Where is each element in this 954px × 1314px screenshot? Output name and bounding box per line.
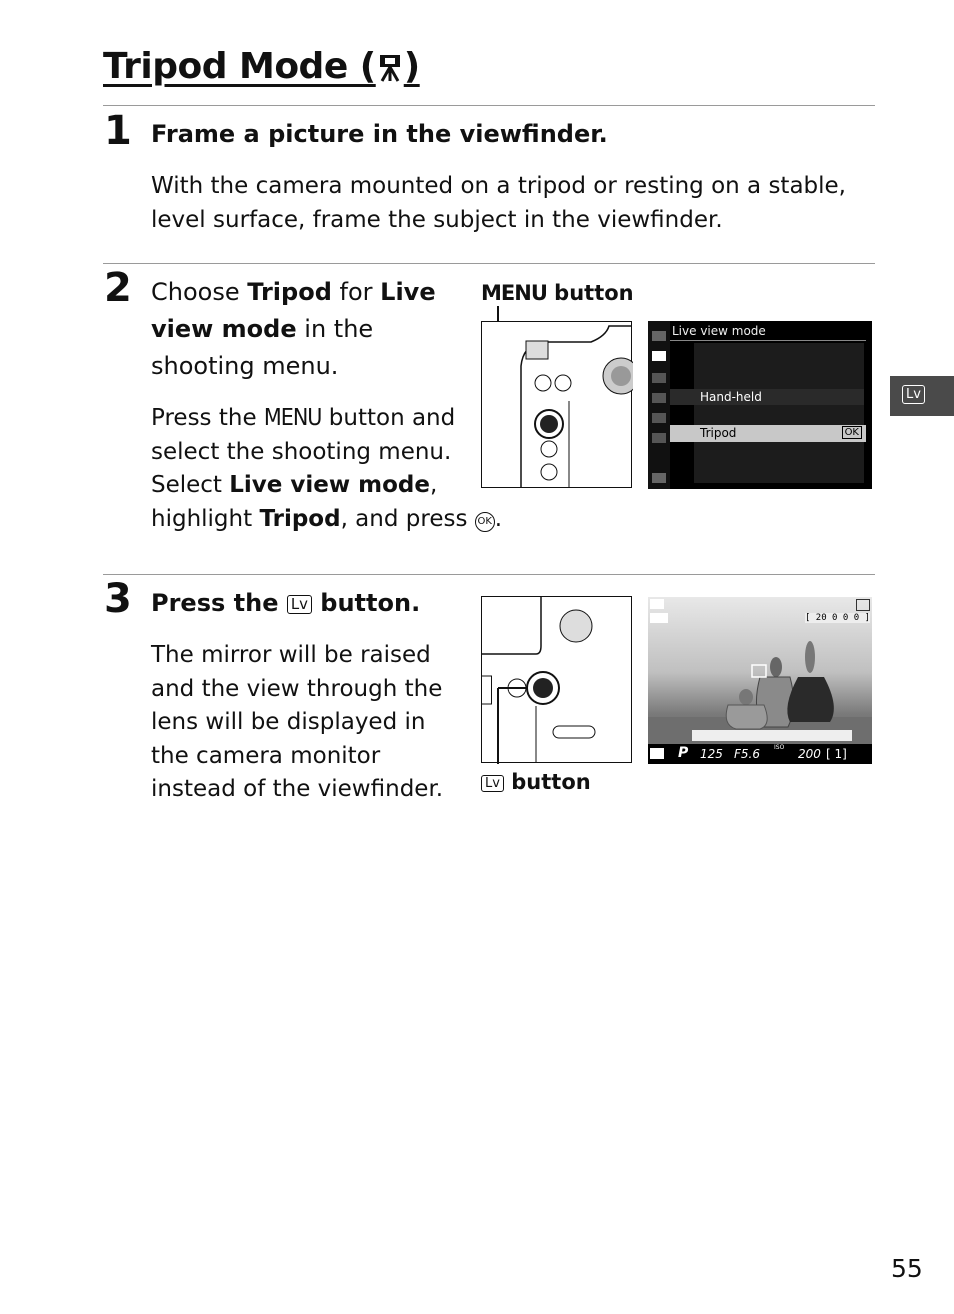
divider (103, 574, 875, 575)
step-2-heading: Choose Tripod for Live view mode in the shooting menu. (151, 278, 436, 380)
iso-label: ISO (774, 744, 785, 751)
menu-item-label: Tripod (700, 426, 737, 440)
remaining-exposures: [ 1] (826, 747, 847, 761)
retouch-menu-icon (652, 413, 666, 423)
camera-lv-button-illustration (481, 596, 633, 764)
image-area-icon (856, 599, 870, 611)
ok-badge: OK (842, 426, 862, 439)
help-icon (652, 473, 666, 483)
my-menu-icon (652, 433, 666, 443)
step-1-heading: Frame a picture in the viewfinder. (151, 120, 608, 148)
step-2-body: Press the MENU button and select the shooting menu. Select Live view mode, highlight Tripod, and press OK . (151, 405, 503, 532)
menu-button-callout: MENU button (481, 281, 634, 305)
af-area-icon (650, 613, 668, 623)
shutter-speed: 125 (700, 747, 723, 761)
menu-item-tripod[interactable] (670, 425, 866, 442)
setup-menu-icon (652, 393, 666, 403)
camera-back-illustration (481, 306, 633, 489)
menu-item-hand-held[interactable] (670, 389, 864, 405)
iso-value: 200 (798, 747, 821, 761)
live-view-mode-menu-screen (648, 321, 872, 489)
playback-menu-icon (652, 331, 666, 341)
step-1-number: 1 (104, 108, 132, 154)
divider (103, 263, 875, 264)
frame-count: [ 20 0 0 0 ] (804, 613, 870, 623)
lv-button-icon: Lv (287, 595, 312, 614)
ok-button-icon: OK (475, 512, 495, 532)
step-3-heading: Press the Lv button. (151, 589, 421, 617)
step-3-number: 3 (104, 576, 132, 622)
custom-settings-icon (652, 373, 666, 383)
menu-tab-column (648, 321, 670, 489)
menu-item-label: Hand-held (700, 390, 762, 404)
tripod-mode-icon (650, 599, 664, 609)
exposure-mode: P (678, 745, 689, 761)
menu-title-rule (670, 340, 866, 341)
info-bar (692, 730, 852, 741)
menu-title: Live view mode (672, 324, 766, 338)
step-1-body: With the camera mounted on a tripod or resting on a stable, level surface, frame the subject in the viewfinder. (151, 173, 846, 233)
metering-icon (650, 748, 664, 759)
step-2-number: 2 (104, 265, 132, 311)
live-view-section-tab[interactable] (890, 376, 954, 416)
lv-button-callout: Lv button (481, 770, 591, 794)
lv-icon: Lv (902, 385, 925, 404)
tripod-icon (376, 52, 404, 82)
page-title: Tripod Mode ( ) (103, 46, 420, 87)
divider (103, 105, 875, 106)
camera-menu-icon (652, 351, 666, 361)
aperture: F5.6 (734, 747, 760, 761)
page-number: 55 (891, 1254, 923, 1283)
live-view-monitor (648, 597, 872, 764)
lv-icon: Lv (481, 775, 504, 792)
step-3-body: The mirror will be raised and the view through the lens will be displayed in the camera monitor instead of the viewfinder. (151, 642, 444, 802)
